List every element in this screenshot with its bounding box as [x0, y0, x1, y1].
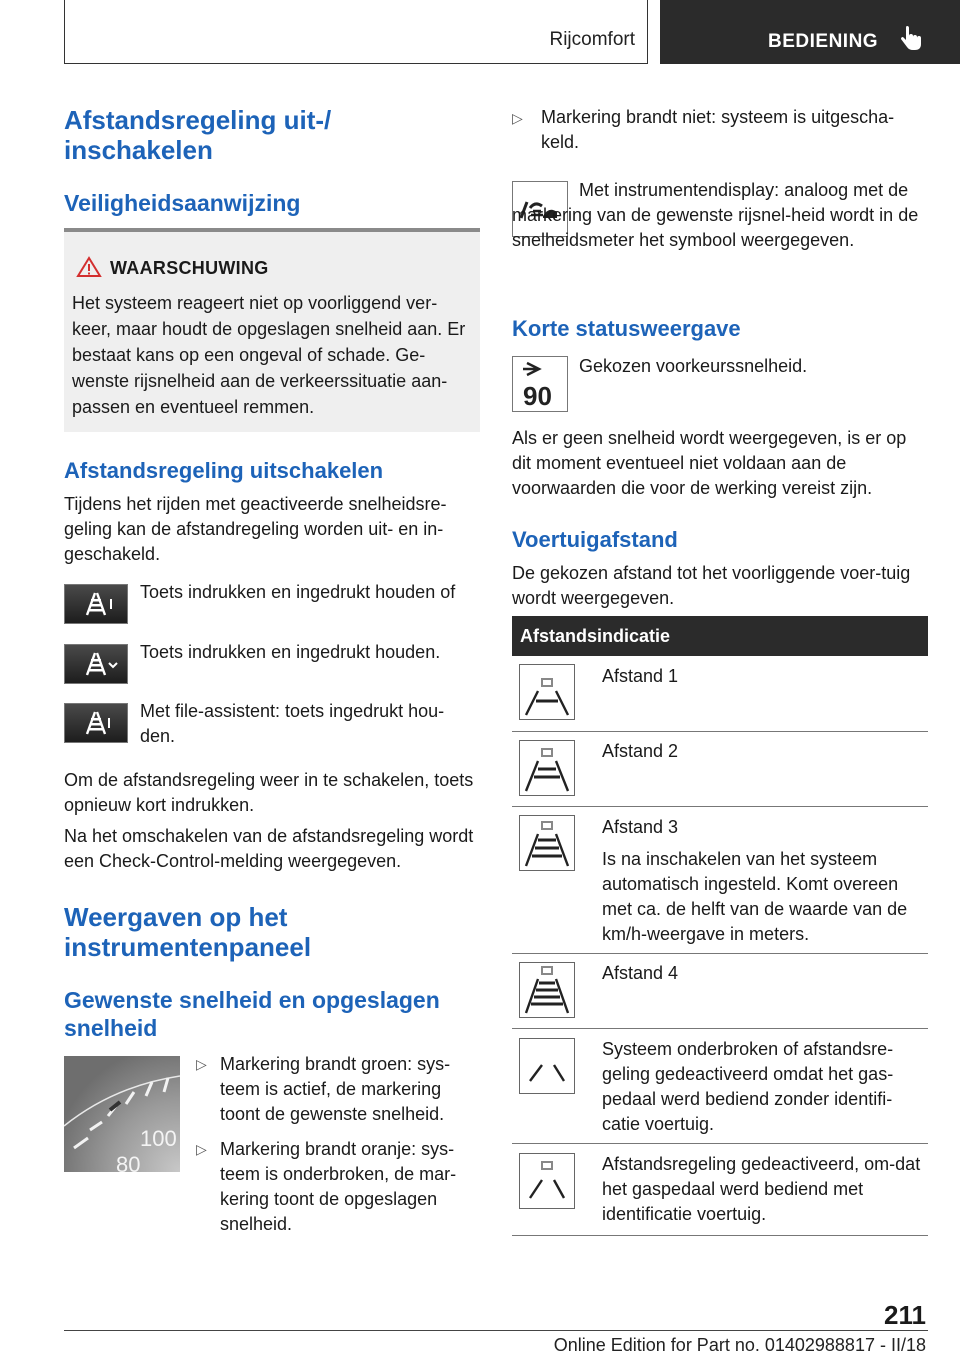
distance-key-icon [64, 584, 128, 624]
pointing-hand-icon [900, 26, 922, 57]
table-row-divider [512, 1028, 928, 1029]
key-step-2: Toets indrukken en ingedrukt houden. [140, 642, 441, 662]
key-step-1: Toets indrukken en ingedrukt houden of [140, 582, 456, 602]
bullet-triangle-icon: ▷ [512, 110, 523, 126]
analog-text [512, 178, 927, 253]
speedometer-image [64, 1056, 180, 1172]
distance-3-icon [519, 815, 575, 871]
footer-divider [64, 1330, 928, 1331]
distance-key-icon [64, 703, 128, 743]
distance-row-2: Afstand 2 [602, 741, 679, 761]
page-title: Afstandsregeling uit-/ inschakelen [64, 105, 332, 165]
re-enable-text: Om de afstandsregeling weer in te schakelen, toets opnieuw kort indrukken. [64, 770, 474, 815]
warning-text: Het systeem reageert niet op voorliggend ver-keer, maar houdt de opgeslagen snelheid aan. Er bestaat kans op een ongeval of schade. Ge-wenste rijsnelheid aan de verkeerssituatie aan-passen en eventueel remmen. [72, 293, 466, 417]
analog-text-content: Met instrumentendisplay: analoog met de markering van de gewenste rijsnel-heid wordt in de snelheidsmeter het symbool weergegeven. [512, 180, 919, 250]
switch-note: Na het omschakelen van de afstandsregeling wordt een Check-Control-melding weergegeven. [64, 826, 474, 871]
distance-2-icon [519, 740, 575, 796]
status-heading: Korte statusweergave [512, 316, 741, 341]
speed-heading: Gewenste snelheid en opgeslagen snelheid [64, 987, 440, 1041]
deactivated-vehicle-icon [519, 1153, 575, 1209]
distance-table-header [512, 616, 928, 656]
gauge-label-100: 100 [140, 1126, 177, 1151]
distance-row-3: Afstand 3 [602, 817, 679, 837]
warning-triangle-icon [76, 256, 102, 283]
bullet-triangle-icon: ▷ [196, 1056, 207, 1072]
table-row-divider [512, 1235, 928, 1236]
table-row-divider [512, 806, 928, 807]
distance-table-header-label: Afstandsindicatie [520, 626, 671, 646]
bullet-orange: Markering brandt oranje: sys-teem is onderbroken, de mar-kering toont de opgeslagen snelheid. [220, 1139, 457, 1234]
status-speed-value: 90 [523, 381, 552, 411]
warning-box [64, 228, 480, 432]
speed-status-icon [512, 356, 568, 412]
safety-heading: Veiligheidsaanwijzing [64, 190, 301, 216]
interrupted-lanes-icon [519, 1038, 575, 1094]
warning-label: WAARSCHUWING [110, 258, 269, 278]
status-note: Als er geen snelheid wordt weergegeven, is er op dit moment eventueel niet voldaan aan de voorwaarden die voor de werking vereist zijn. [512, 428, 907, 498]
display-heading: Weergaven op het instrumentenpaneel [64, 902, 312, 962]
bullet-green: Markering brandt groen: sys-teem is actief, de markering toont de gewenste snelheid. [220, 1054, 451, 1124]
table-row-divider [512, 953, 928, 954]
distance-intro: De gekozen afstand tot het voorliggende voer-tuig wordt weergegeven. [512, 563, 911, 608]
off-intro: Tijdens het rijden met geactiveerde snelheidsre-geling kan de afstandregeling worden uit- en in-geschakeld. [64, 494, 447, 564]
distance-row-1: Afstand 1 [602, 666, 679, 686]
header-chapter-tab [660, 0, 960, 64]
header-section-label: Rijcomfort [549, 29, 635, 50]
table-row-divider [512, 1143, 928, 1144]
distance-row-5: Systeem onderbroken of afstandsre-geling gedeactiveerd omdat het gas-pedaal werd bediend zonder identifi-catie voertuig. [602, 1039, 894, 1134]
page-number: 211 [884, 1300, 926, 1330]
status-text: Gekozen voorkeurssnelheid. [579, 356, 808, 376]
distance-row-3-note: Is na inschakelen van het systeem automatisch ingesteld. Komt overeen met ca. de helft van de waarde van de km/h-weergave in meters. [602, 849, 908, 944]
bullet-off: Markering brandt niet: systeem is uitgescha-keld. [541, 107, 895, 152]
distance-4-icon [519, 962, 575, 1018]
distance-1-icon [519, 664, 575, 720]
table-row-divider [512, 731, 928, 732]
off-heading: Afstandsregeling uitschakelen [64, 458, 384, 483]
gauge-label-80: 80 [116, 1152, 141, 1172]
distance-row-4: Afstand 4 [602, 963, 679, 983]
bullet-triangle-icon: ▷ [196, 1141, 207, 1157]
distance-heading: Voertuigafstand [512, 527, 678, 552]
footer-edition: Online Edition for Part no. 01402988817 - II/18 [553, 1335, 926, 1355]
header-chapter-label: BEDIENING [768, 31, 879, 52]
key-step-3: Met file-assistent: toets ingedrukt hou-den. [140, 701, 445, 746]
distance-row-6: Afstandsregeling gedeactiveerd, om-dat het gaspedaal werd bediend met identificatie voertuig. [602, 1154, 921, 1224]
distance-key-icon [64, 644, 128, 684]
header-section-box [64, 0, 648, 64]
